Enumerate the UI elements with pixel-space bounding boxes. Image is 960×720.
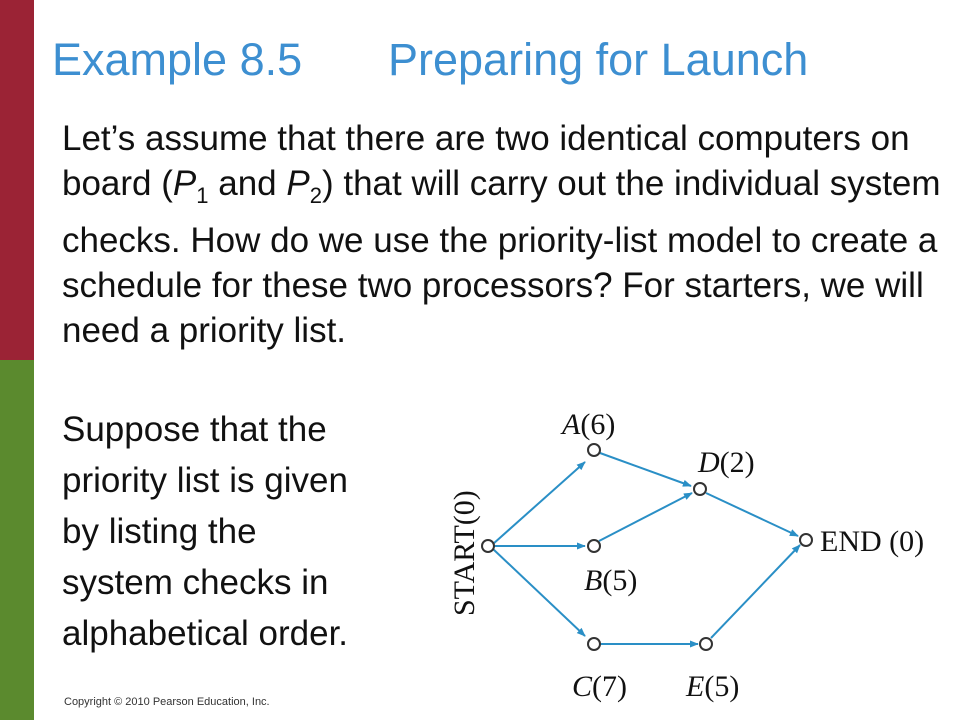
para-text-1: Let’s assume that there are two identical computers on board (: [62, 119, 910, 203]
node-a: [588, 444, 600, 456]
node-e: [700, 638, 712, 650]
node-start: [482, 540, 494, 552]
side-line: priority list is given: [62, 461, 348, 500]
label-b-letter: B: [584, 564, 603, 597]
edge-a-d: [600, 453, 691, 486]
edge-e-end: [711, 545, 800, 638]
para-text-3: ) that will carry out the individual system checks. How do we use the priority-list model to create a schedule for these two processors? For starters, we will need a priority list.: [62, 164, 941, 350]
label-a-letter: A: [562, 408, 581, 441]
side-text: [62, 404, 422, 659]
side-line: Suppose that the: [62, 410, 327, 449]
priority-digraph: [428, 400, 960, 720]
side-line: by listing the: [62, 512, 257, 551]
svg-text:D(2): [697, 446, 755, 479]
label-c-dur: (7): [592, 670, 627, 703]
para-text-2: and: [208, 164, 287, 203]
edge-d-end: [706, 493, 798, 536]
side-line: alphabetical order.: [62, 614, 349, 653]
label-d-letter: D: [698, 446, 720, 479]
copyright-footer: Copyright © 2010 Pearson Education, Inc.: [64, 696, 270, 708]
title-text: Preparing for Launch: [388, 34, 809, 85]
svg-text:A(6): [560, 408, 615, 441]
edge-b-d: [599, 493, 692, 541]
node-c: [588, 638, 600, 650]
para-sub-1: 1: [196, 183, 209, 208]
label-c-letter: C: [572, 670, 593, 703]
label-end: END (0): [820, 525, 925, 558]
slide-title: [52, 34, 808, 86]
title-example-number: Example 8.5: [52, 34, 303, 85]
intro-paragraph: [62, 116, 942, 353]
label-a-dur: (6): [580, 408, 616, 441]
node-end: [800, 534, 812, 546]
label-start: START(0): [448, 490, 481, 616]
edge-start-c: [493, 549, 585, 636]
label-b-dur: (5): [602, 564, 638, 597]
label-e-dur: (5): [704, 670, 740, 703]
para-p2: P: [286, 164, 310, 203]
node-b: [588, 540, 600, 552]
left-accent-bar-green: [0, 360, 34, 720]
left-accent-bar-red: [0, 0, 34, 360]
edge-start-a: [493, 462, 585, 544]
svg-text:C(7): [572, 670, 627, 703]
label-d-dur: (2): [719, 446, 755, 479]
side-line: system checks in: [62, 563, 329, 602]
svg-text:B(5): [584, 564, 637, 597]
svg-text:E(5): [685, 670, 739, 703]
para-sub-2: 2: [309, 183, 322, 208]
label-e-letter: E: [686, 670, 705, 703]
para-p1: P: [172, 164, 197, 203]
node-d: [694, 483, 706, 495]
